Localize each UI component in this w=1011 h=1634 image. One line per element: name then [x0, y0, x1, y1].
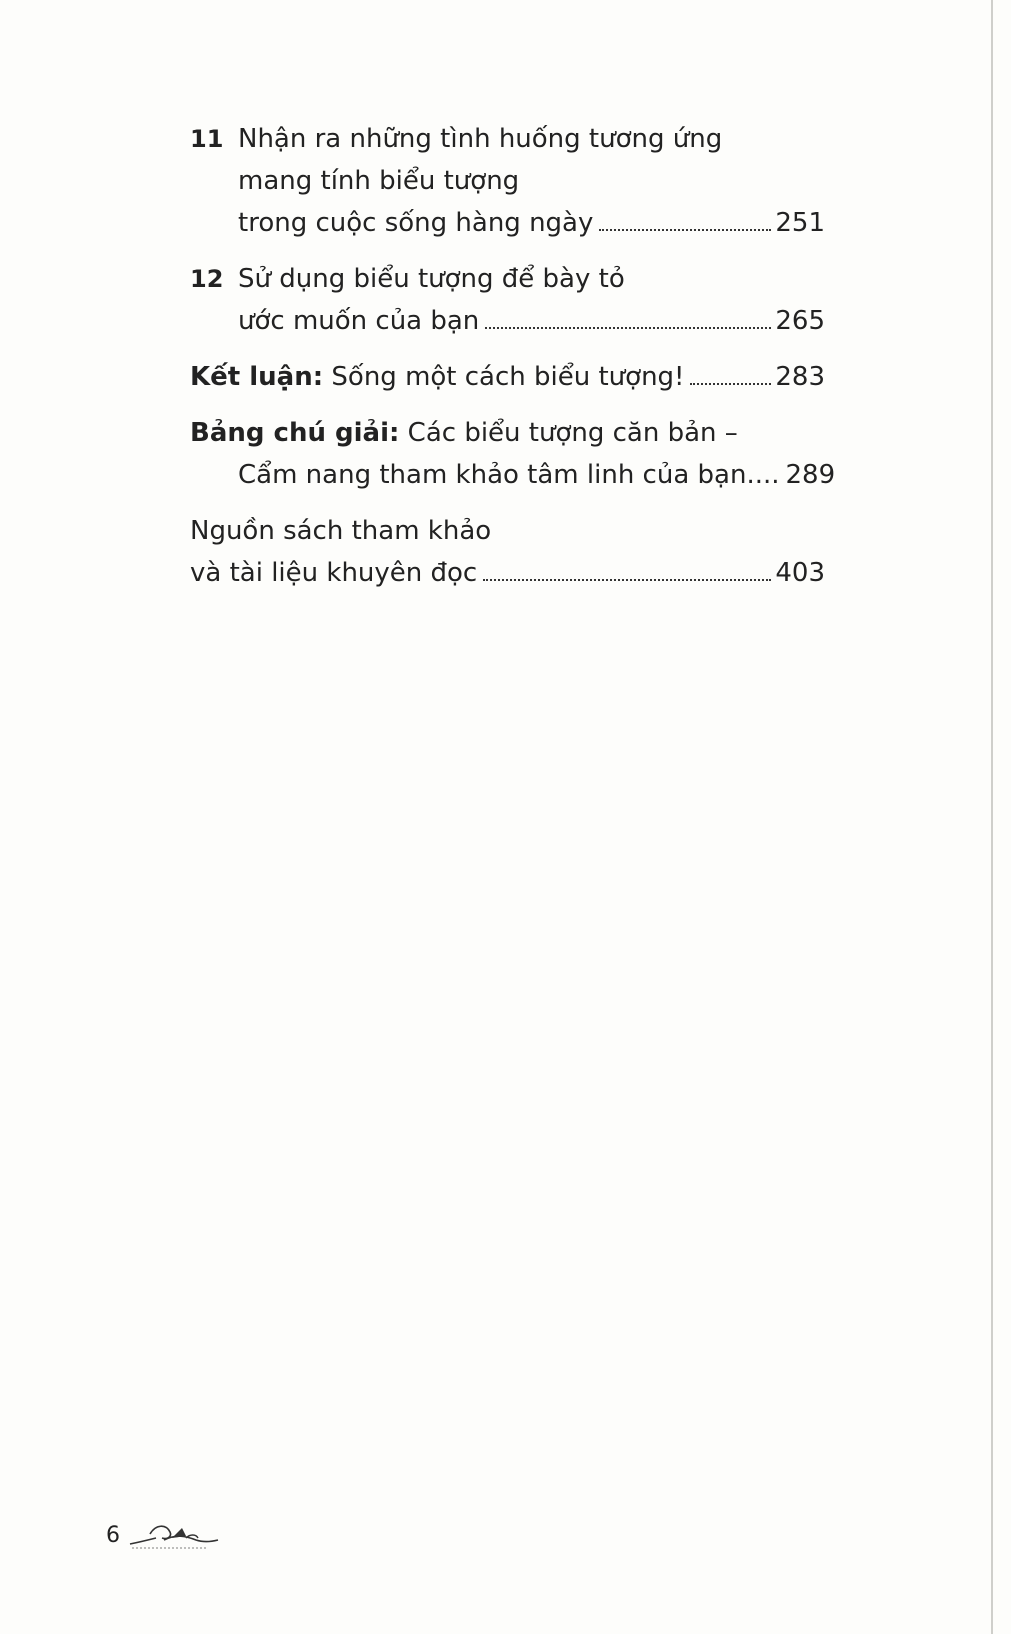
toc-entry-label: Bảng chú giải:	[190, 418, 400, 448]
toc-page-number: 265	[775, 306, 825, 336]
toc-entry-glossary	[190, 412, 836, 496]
dot-leader	[690, 383, 771, 385]
toc-page-number: 403	[775, 558, 825, 588]
toc-entry-title-line: trong cuộc sống hàng ngày	[238, 208, 594, 238]
page-number: 6	[106, 1522, 120, 1548]
toc-page-number: 289	[785, 460, 836, 490]
toc-entry-11	[190, 118, 825, 244]
toc-entry-leader-line	[238, 300, 825, 342]
toc-entry-references	[190, 510, 825, 594]
toc-page-number: 251	[775, 208, 825, 238]
toc-entry-title-line: Nhận ra những tình huống tương ứng	[238, 124, 723, 154]
dot-leader	[483, 579, 771, 581]
toc-entry-title-line: Cẩm nang tham khảo tâm linh của bạn....	[238, 460, 780, 490]
table-of-contents	[190, 118, 836, 608]
toc-entry-label: Kết luận:	[190, 362, 324, 392]
toc-entry-title-line: mang tính biểu tượng	[238, 166, 520, 196]
toc-entry-conclusion	[190, 356, 825, 398]
toc-entry-title-line: và tài liệu khuyên đọc	[190, 558, 478, 588]
toc-entry-title-line: Các biểu tượng căn bản –	[407, 418, 738, 448]
toc-entry-title-line: Sống một cách biểu tượng!	[331, 362, 685, 392]
toc-entry-leader-line	[190, 356, 825, 398]
toc-page-number: 283	[775, 362, 825, 392]
dot-leader	[599, 229, 771, 231]
toc-entry-title-line: ước muốn của bạn	[238, 306, 480, 336]
toc-entry-number: 12	[190, 265, 224, 293]
toc-entry-leader-line	[190, 552, 825, 594]
toc-entry-12	[190, 258, 825, 342]
flourish-ornament-icon	[126, 1518, 222, 1552]
toc-entry-first-line	[190, 412, 825, 454]
toc-entry-title-line: Sử dụng biểu tượng để bày tỏ	[238, 264, 625, 294]
toc-entry-number: 11	[190, 125, 224, 153]
page-footer	[106, 1518, 222, 1552]
toc-entry-title-line: Nguồn sách tham khảo	[190, 516, 492, 546]
toc-entry-leader-line	[190, 454, 836, 496]
dot-leader	[485, 327, 771, 329]
page-edge	[991, 0, 993, 1634]
toc-entry-leader-line	[238, 202, 825, 244]
